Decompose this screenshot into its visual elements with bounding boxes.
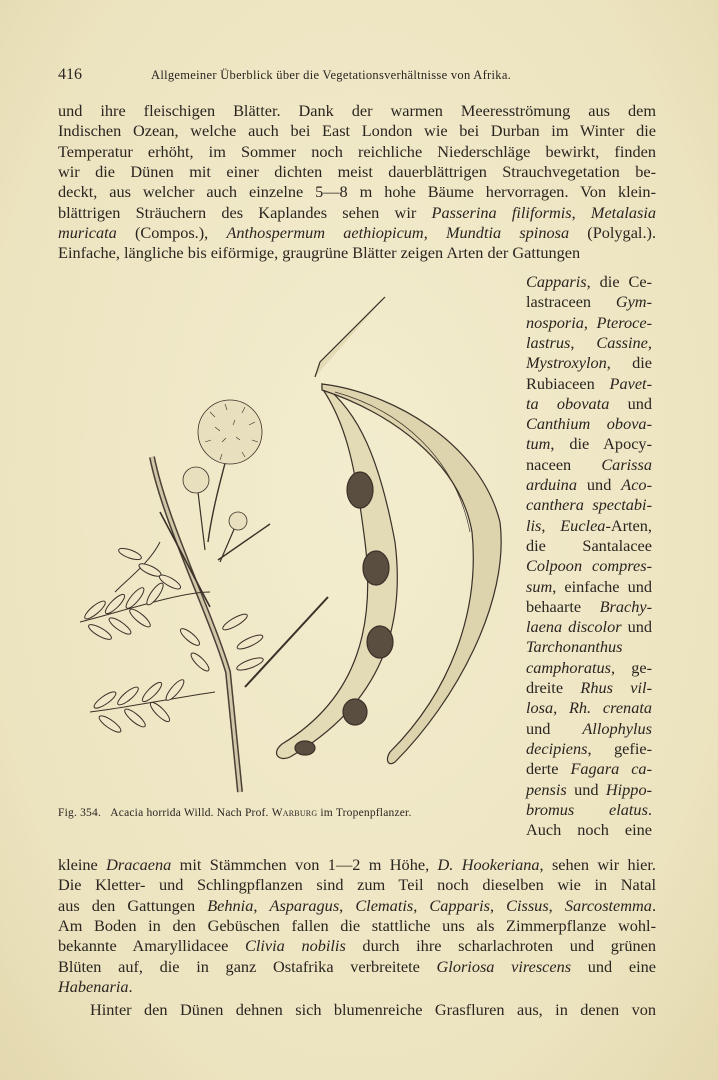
text-run: die Santalacee [526, 535, 652, 555]
text-run: und [526, 718, 583, 738]
text-run: , [647, 332, 652, 352]
italic-term: ta obovata [526, 393, 610, 413]
text-line [526, 394, 652, 414]
italic-term: Capparis [526, 272, 587, 291]
text-run: Die Kletter- und Schlingpflanzen sind zum Teil noch dieselben wie in Natal [58, 875, 656, 895]
text-line [526, 536, 652, 556]
text-line [526, 556, 652, 576]
text-run: , die Ce- [586, 272, 652, 291]
text-line [526, 719, 652, 739]
text-run: aus den Gattungen [58, 895, 208, 915]
italic-term: Carissa [601, 454, 652, 474]
text-run: (Compos.), [116, 222, 227, 242]
italic-term: Pavet- [609, 373, 652, 393]
italic-term: muricata [58, 222, 117, 242]
text-run: und ihre fleischigen Blätter. Dank der warmen Meeresströmung aus dem [58, 101, 656, 120]
text-line [526, 698, 652, 718]
text-line [58, 896, 656, 916]
text-run: , gefie- [587, 738, 652, 758]
italic-term: Clematis [355, 895, 414, 915]
text-run: , [541, 515, 561, 535]
italic-term: Dracaena [106, 855, 172, 874]
italic-term: Hippo- [605, 779, 652, 799]
text-run: (Polygal.). [569, 222, 657, 242]
text-line [58, 203, 656, 223]
text-run: und [621, 617, 652, 637]
text-run: , [489, 895, 507, 915]
text-run: und [609, 393, 652, 413]
text-run: kleine [58, 855, 107, 874]
italic-term: sum [526, 576, 553, 596]
text-run: -Arten, [605, 515, 652, 535]
text-run: dreite [526, 678, 581, 697]
text-line [58, 916, 656, 936]
text-run: , sehen wir hier. [539, 855, 656, 874]
text-run: bekannte Amaryllidacee [58, 936, 245, 956]
italic-term: Mystroxylon [526, 353, 607, 373]
italic-term: Cassine [596, 332, 648, 352]
italic-term: bromus elatus [526, 799, 648, 819]
text-run: . [647, 799, 652, 819]
text-run: Indischen Ozean, welche auch bei East London wie bei Durban im Winter die [58, 121, 656, 141]
text-run: Hinter den Dünen dehnen sich blumenreiche Grasfluren aus, in denen von [90, 1000, 656, 1019]
italic-term: Asparagus [269, 895, 340, 915]
text-line [58, 977, 656, 997]
text-run: Temperatur erhöht, im Sommer noch reichliche Niederschläge bewirkt, finden [58, 141, 656, 161]
text-run: behaarte [526, 596, 600, 616]
text-run: Blüten auf, die in ganz Ostafrika verbreitete [58, 956, 437, 976]
text-run: , [423, 222, 446, 242]
italic-term: Behnia [207, 895, 254, 915]
text-run: blättrigen Sträuchern des Kaplandes sehen wir [58, 202, 432, 222]
text-run: , die [606, 353, 652, 373]
italic-term: canthera spectabi- [526, 495, 652, 515]
text-line [58, 936, 656, 956]
italic-term: camphoratus [526, 657, 612, 677]
italic-term: Sarcostemma [564, 895, 652, 915]
text-line [58, 957, 656, 977]
text-run: deckt, aus welcher auch einzelne 5—8 m hohe Bäume hervorragen. Von klein- [58, 182, 656, 202]
text-line [526, 780, 652, 800]
text-run: wir die Dünen mit einer dichten meist dauerblättrigen Strauchvegetation be- [58, 161, 656, 181]
text-run: , [553, 698, 569, 718]
text-line [526, 820, 652, 840]
italic-term: Passerina filiformis [431, 202, 572, 222]
italic-term: Fagara ca- [570, 759, 652, 779]
text-line [526, 617, 652, 637]
text-line [526, 759, 652, 779]
text-line [526, 678, 652, 698]
italic-term: laena discolor [526, 617, 622, 637]
text-run: , [570, 332, 597, 352]
italic-term: Cissus [506, 895, 549, 915]
italic-term: tum [526, 434, 551, 454]
text-line [526, 577, 652, 597]
figure-caption [58, 807, 518, 819]
text-line [526, 455, 652, 475]
text-line [58, 855, 656, 875]
text-line [58, 1000, 656, 1020]
text-run: , [571, 202, 591, 222]
page-header [58, 66, 658, 86]
italic-term: Aco- [621, 475, 652, 494]
italic-term: nosporia [526, 312, 584, 332]
italic-term: Allophylus [582, 718, 652, 738]
text-line [58, 142, 656, 162]
text-line [526, 800, 652, 820]
text-run: , [413, 895, 430, 915]
italic-term: lis [526, 515, 542, 535]
text-run: und [566, 779, 606, 799]
text-line [526, 597, 652, 617]
text-line [526, 333, 652, 353]
text-run: Einfache, längliche bis eiförmige, graugrüne Blätter zeigen Arten der Gattungen [58, 243, 581, 263]
figure-caption-text: Acacia horrida Willd. Nach Prof. [110, 807, 269, 819]
text-run: Am Boden in den Gebüschen fallen die stattliche uns als Zimmerpflanze wohl- [58, 915, 656, 935]
figure-caption-author: Warburg [271, 807, 318, 819]
text-run: , [548, 895, 565, 915]
italic-term: Pteroce- [596, 312, 652, 332]
italic-term: pensis [526, 779, 567, 799]
figure-number: Fig. 354. [58, 807, 102, 819]
page-number: 416 [58, 66, 82, 83]
text-line [58, 875, 656, 895]
text-run: naceen [526, 454, 602, 474]
text-line [526, 353, 652, 373]
figure-caption-source: im Tropenpflanzer. [320, 807, 412, 819]
text-run: Auch noch eine [526, 820, 652, 840]
italic-term: Habenaria [58, 976, 129, 996]
text-line [58, 182, 656, 202]
text-line [526, 658, 652, 678]
italic-term: arduina [526, 475, 577, 494]
italic-term: losa [526, 698, 554, 718]
text-run: mit Stämmchen von 1—2 m Höhe, [171, 855, 438, 874]
text-run: lastraceen [526, 292, 616, 312]
italic-term: Mundtia spinosa [445, 222, 570, 242]
text-run: , die Apocy- [550, 434, 652, 454]
italic-term: Canthium obova- [526, 414, 652, 434]
text-line [526, 475, 652, 495]
text-line [58, 121, 656, 141]
acacia-illustration [60, 292, 505, 797]
text-run: . [651, 895, 657, 915]
text-run: , einfache und [552, 576, 652, 596]
italic-term: Clivia nobilis [245, 936, 346, 956]
text-line [526, 739, 652, 759]
italic-term: decipiens [526, 738, 588, 758]
italic-term: Anthospermum aethiopicum [226, 222, 424, 242]
text-run: , [339, 895, 356, 915]
text-line [58, 162, 656, 182]
running-title: Allgemeiner Überblick über die Vegetationsverhältnisse von Afrika. [151, 68, 512, 82]
text-run: . [128, 976, 133, 996]
text-run: und [576, 475, 622, 494]
text-line [526, 292, 652, 312]
text-run: , ge- [611, 657, 652, 677]
text-line [526, 495, 652, 515]
italic-term: Brachy- [599, 596, 652, 616]
text-line [526, 313, 652, 333]
text-run: durch ihre scharlachroten und grünen [345, 936, 656, 956]
italic-term: Capparis [429, 895, 490, 915]
italic-term: Colpoon compres- [526, 556, 652, 576]
text-line [58, 243, 656, 263]
text-line [526, 414, 652, 434]
italic-term: Tarchonanthus [526, 637, 623, 657]
text-line [58, 101, 656, 121]
text-run: derte [526, 759, 571, 779]
text-run: , [253, 895, 270, 915]
text-run: Rubiaceen [526, 373, 610, 393]
text-line [526, 637, 652, 657]
text-run: , [583, 312, 597, 332]
italic-term: D. Hookeriana [437, 855, 540, 874]
italic-term: Rh. crenata [568, 698, 652, 718]
italic-term: lastrus [526, 332, 571, 352]
text-line [58, 223, 656, 243]
text-line [526, 516, 652, 536]
text-line [526, 434, 652, 454]
text-run: und eine [571, 956, 656, 976]
italic-term: Metalasia [590, 202, 657, 222]
text-line [526, 374, 652, 394]
text-line [526, 272, 652, 292]
italic-term: Rhus vil- [580, 678, 652, 697]
italic-term: Gloriosa virescens [436, 956, 572, 976]
italic-term: Gym- [615, 292, 652, 312]
italic-term: Euclea [560, 515, 606, 535]
